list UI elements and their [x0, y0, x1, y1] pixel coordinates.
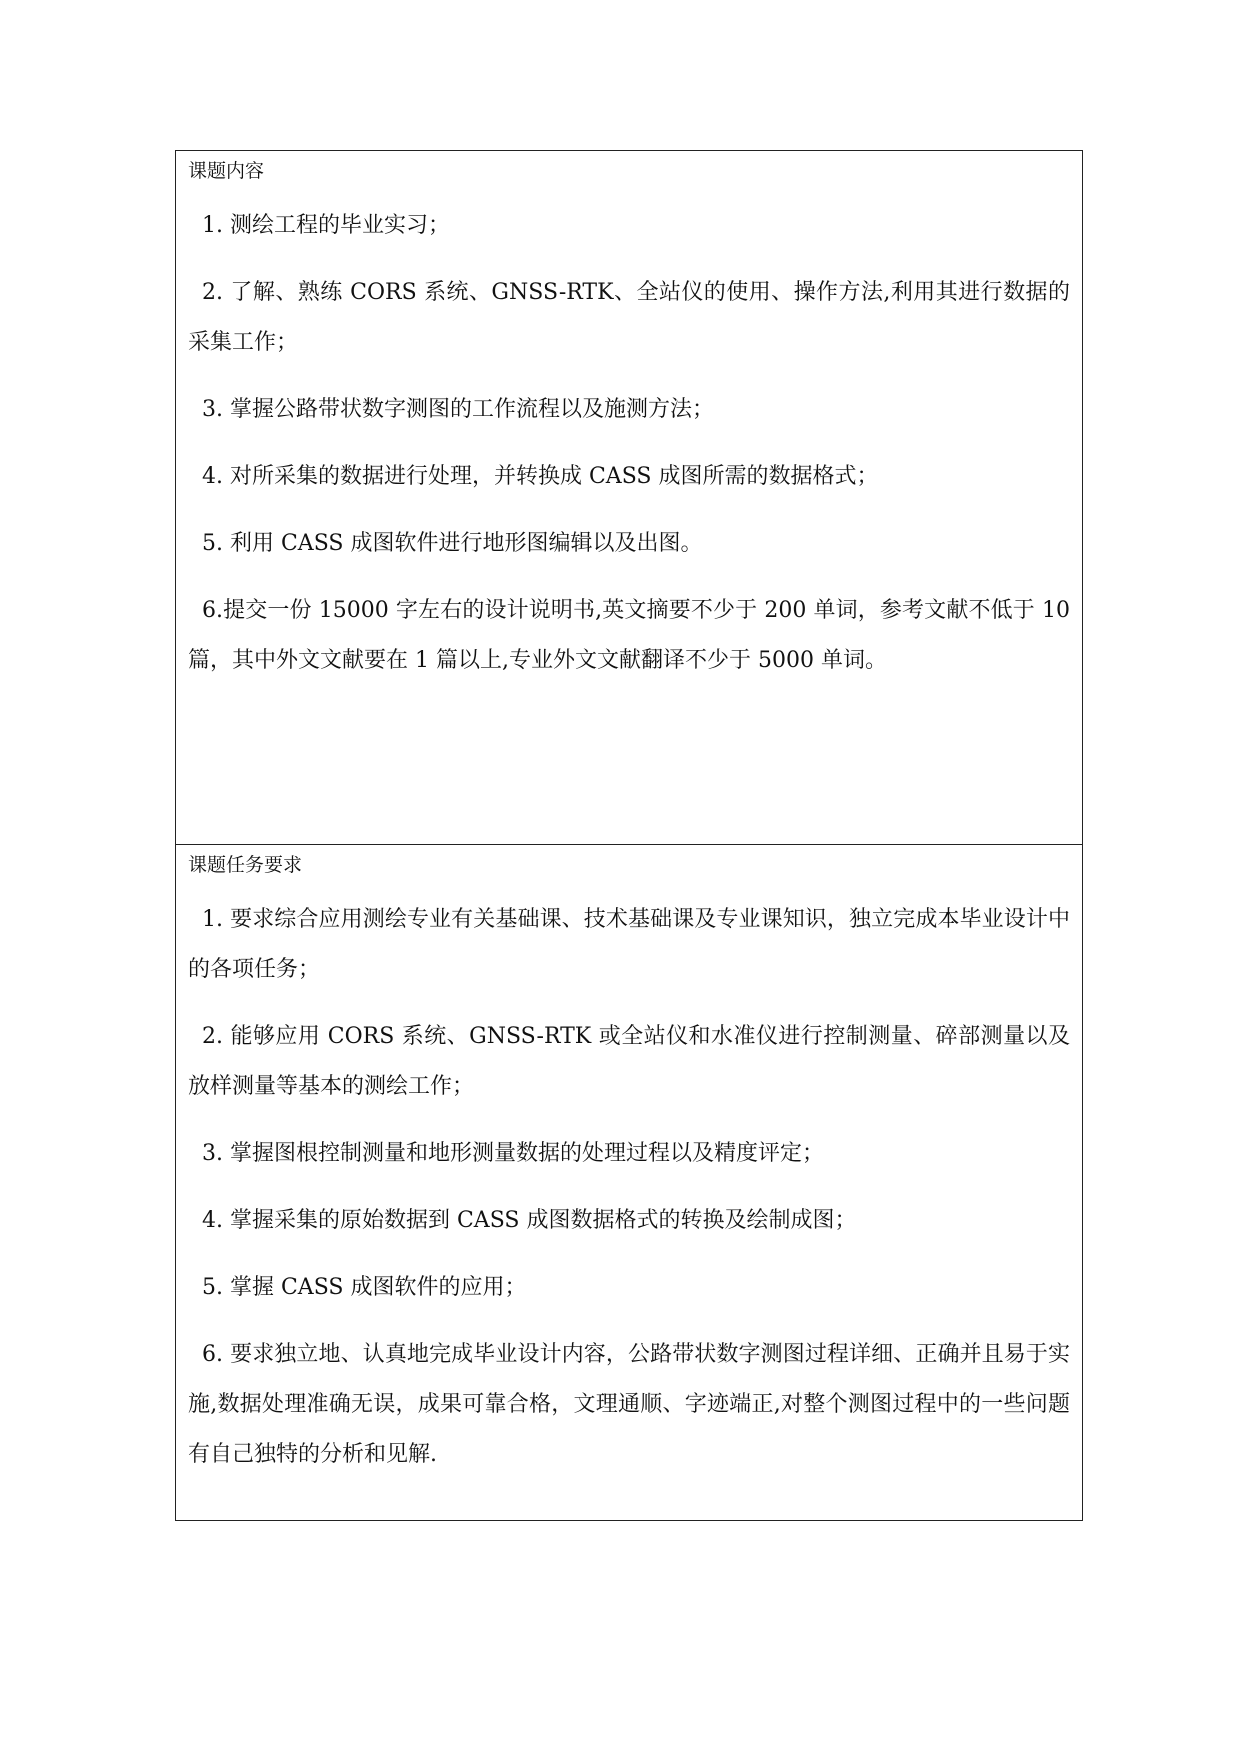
topic-content-list: [188, 201, 1070, 686]
topic-requirements-item-6: 6. 要求独立地、认真地完成毕业设计内容，公路带状数字测图过程详细、正确并且易于实施,数据处理准确无误，成果可靠合格，文理通顺、字迹端正,对整个测图过程中的一些问题有自己独特的分析和见解.: [188, 1342, 1070, 1467]
topic-content-item-3: 3. 掌握公路带状数字测图的工作流程以及施测方法；: [202, 397, 714, 422]
topic-requirements-item-5: 5. 掌握 CASS 成图软件的应用；: [202, 1275, 527, 1300]
topic-requirements-item-3: 3. 掌握图根控制测量和地形测量数据的处理过程以及精度评定；: [202, 1141, 824, 1166]
topic-content-label: 课题内容: [188, 160, 265, 182]
topic-content-item-5: 5. 利用 CASS 成图软件进行地形图编辑以及出图。: [202, 531, 703, 556]
topic-content-cell: [176, 151, 1082, 845]
topic-requirements-item-4: 4. 掌握采集的原始数据到 CASS 成图数据格式的转换及绘制成图；: [202, 1208, 857, 1233]
assignment-table: [175, 150, 1083, 1521]
topic-requirements-list: [188, 895, 1070, 1480]
topic-requirements-item-1: 1. 要求综合应用测绘专业有关基础课、技术基础课及专业课知识，独立完成本毕业设计中的各项任务；: [188, 907, 1070, 982]
topic-requirements-cell: [176, 845, 1082, 1520]
topic-requirements-item-2: 2. 能够应用 CORS 系统、GNSS-RTK 或全站仪和水准仪进行控制测量、碎部测量以及放样测量等基本的测绘工作；: [188, 1024, 1070, 1099]
topic-requirements-label: 课题任务要求: [188, 854, 303, 876]
topic-content-item-4: 4. 对所采集的数据进行处理，并转换成 CASS 成图所需的数据格式；: [202, 464, 879, 489]
topic-content-item-1: 1. 测绘工程的毕业实习；: [202, 213, 450, 238]
topic-content-item-2: 2. 了解、熟练 CORS 系统、GNSS-RTK、全站仪的使用、操作方法,利用其进行数据的采集工作；: [188, 280, 1070, 355]
topic-content-item-6: 6.提交一份 15000 字左右的设计说明书,英文摘要不少于 200 单词，参考文献不低于 10 篇，其中外文文献要在 1 篇以上,专业外文文献翻译不少于 5000 单词。: [188, 598, 1070, 673]
